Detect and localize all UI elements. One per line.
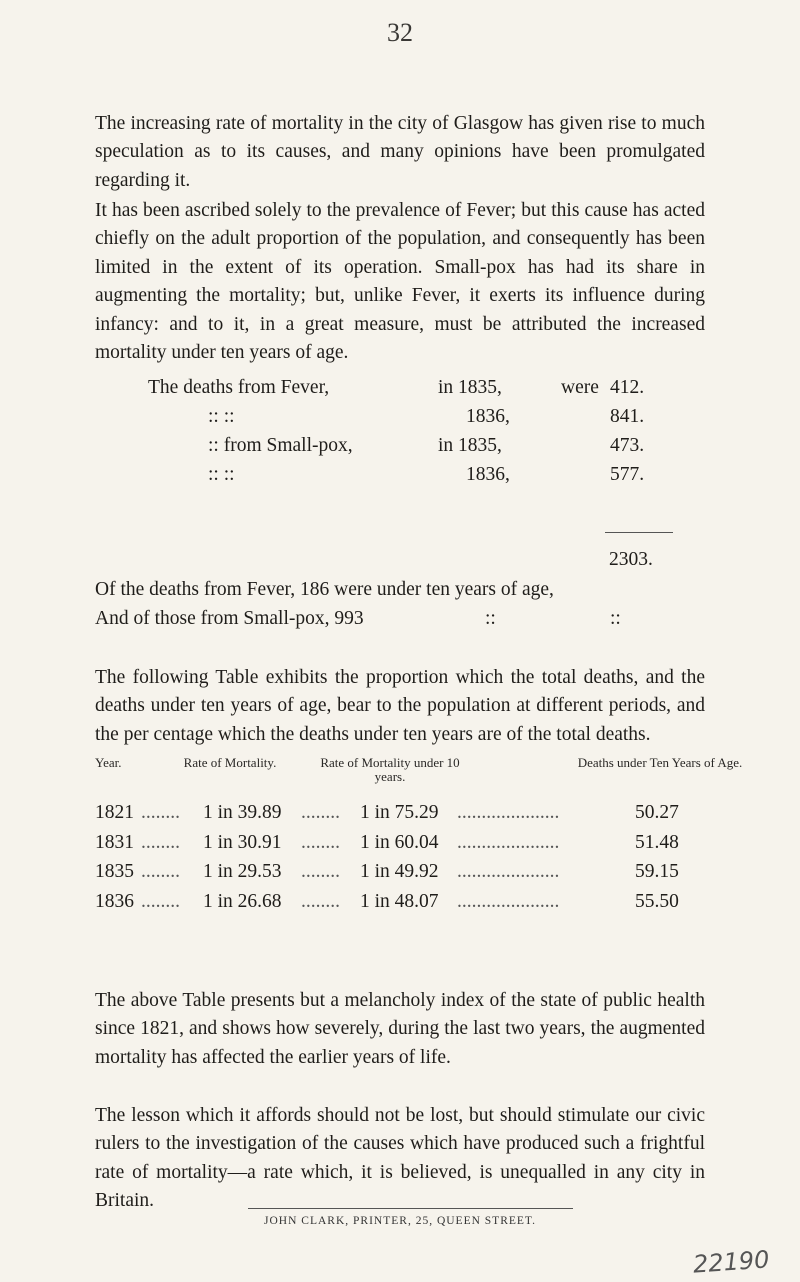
header-rate: Rate of Mortality.	[183, 755, 277, 770]
cell-year: 1836	[95, 890, 134, 912]
summary-row	[148, 373, 668, 402]
cell-rate: 1 in 39.89	[203, 802, 282, 823]
summary-row	[148, 431, 668, 460]
leader-dots: .....................	[457, 831, 560, 853]
header-deaths-under: Deaths under Ten Years of Age.	[577, 755, 743, 770]
fever-note	[95, 575, 715, 604]
cell-deaths-under: 55.50	[635, 890, 679, 912]
fever-note-text: Of the deaths from Fever, 186 were under ten years of age,	[95, 579, 554, 600]
smallpox-note	[95, 604, 715, 633]
summary-row	[148, 402, 668, 431]
summary-label: :: ::	[208, 464, 235, 485]
table-row	[95, 828, 735, 858]
cell-year: 1821	[95, 802, 134, 823]
leader-dots: ........	[141, 802, 180, 823]
leader-dots: ........	[301, 802, 340, 823]
cell-year: 1831	[95, 831, 134, 853]
page-number: 32	[387, 18, 413, 47]
header-rate-under: Rate of Mortality under 10 years.	[320, 755, 460, 784]
paragraph-intro: The increasing rate of mortality in the city of Glasgow has given rise to much speculation as to its causes, and many opinions have been promulgated regarding it.	[95, 113, 705, 191]
smallpox-note-text: And of those from Small-pox, 993	[95, 608, 364, 629]
paragraph-causes: It has been ascribed solely to the prevalence of Fever; but this cause has acted chiefly on the adult proportion of the population, and consequently has been limited in the extent of its operation. Small-pox has had its share in augmenting the mortality; but, unlike Fever, it exerts its influence during infancy: and to it, in a great measure, must be attributed the increased mortality under ten years of age.	[95, 200, 705, 364]
cell-deaths-under: 59.15	[635, 861, 679, 882]
summary-value: 473.	[610, 435, 645, 456]
table-row	[95, 887, 735, 917]
deaths-summary	[148, 373, 668, 489]
summary-label: :: from Small-pox,	[208, 435, 353, 456]
handwritten-catalogue-mark: 22190	[692, 1245, 771, 1279]
cell-deaths-under: 50.27	[635, 802, 679, 823]
table-row	[95, 857, 735, 887]
header-year: Year.	[95, 755, 122, 770]
summary-label: :: ::	[208, 406, 235, 427]
summary-year: in 1835,	[438, 435, 502, 456]
cell-deaths-under: 51.48	[635, 831, 679, 853]
paragraph-conclusion: The above Table presents but a melancholy index of the state of public health since 1821, and shows how severely, during the last two years, the augmented mortality has affected the earlier years of life.	[95, 990, 705, 1068]
summary-value: 412.	[610, 377, 645, 398]
ditto-mark: ::	[610, 608, 621, 629]
leader-dots: .....................	[457, 890, 560, 912]
summary-year: in 1835,	[438, 377, 502, 398]
summary-value: 841.	[610, 406, 645, 427]
leader-dots: .....................	[457, 861, 560, 882]
summary-notes	[95, 575, 715, 633]
summary-year: 1836,	[466, 464, 510, 485]
summary-total: 2303.	[609, 549, 653, 570]
cell-rate-under: 1 in 48.07	[360, 890, 439, 912]
summary-row	[148, 460, 668, 489]
summary-year: 1836,	[466, 406, 510, 427]
sum-rule	[605, 532, 673, 533]
leader-dots: ........	[141, 831, 180, 853]
leader-dots: ........	[301, 861, 340, 882]
leader-dots: .....................	[457, 802, 560, 823]
table-row	[95, 798, 735, 828]
cell-rate-under: 1 in 49.92	[360, 861, 439, 882]
leader-dots: ........	[301, 890, 340, 912]
cell-rate: 1 in 30.91	[203, 831, 282, 853]
paragraph-table-intro: The following Table exhibits the proportion which the total deaths, and the deaths under ten years of age, bear to the population at different periods, and the per centage which the deaths under ten years are of the total deaths.	[95, 667, 705, 745]
leader-dots: ........	[141, 890, 180, 912]
cell-rate-under: 1 in 60.04	[360, 831, 439, 853]
printer-imprint: JOHN CLARK, PRINTER, 25, QUEEN STREET.	[264, 1215, 536, 1227]
summary-label: The deaths from Fever,	[148, 377, 330, 398]
table-header	[95, 755, 743, 798]
cell-rate: 1 in 29.53	[203, 861, 282, 882]
summary-value: 577.	[610, 464, 645, 485]
mortality-table	[95, 755, 743, 916]
cell-rate: 1 in 26.68	[203, 890, 282, 912]
ditto-mark: ::	[485, 608, 496, 629]
summary-verb: were	[561, 377, 599, 398]
leader-dots: ........	[301, 831, 340, 853]
footer-rule	[248, 1208, 573, 1209]
cell-rate-under: 1 in 75.29	[360, 802, 439, 823]
paragraph-lesson: The lesson which it affords should not be lost, but should stimulate our civic rulers to the investigation of the causes which have produced such a frightful rate of mortality—a rate which, it is believed, is unequalled in any city in Britain.	[95, 1105, 705, 1212]
leader-dots: ........	[141, 861, 180, 882]
cell-year: 1835	[95, 861, 134, 882]
